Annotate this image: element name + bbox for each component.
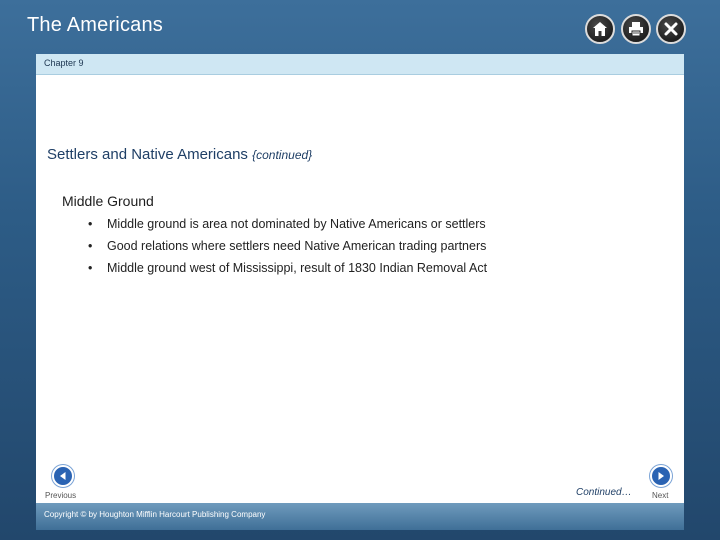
continued-label: Continued… [576, 487, 632, 498]
slide-title-text: Settlers and Native Americans [47, 146, 248, 163]
slide-title [47, 146, 312, 163]
close-button[interactable] [656, 14, 686, 44]
close-icon [662, 20, 680, 38]
bullet-icon: • [88, 239, 93, 253]
printer-icon [627, 20, 645, 38]
slide-title-continued: {continued} [252, 148, 313, 162]
bullet-item [88, 257, 487, 279]
bullet-list [88, 213, 487, 279]
home-button[interactable] [585, 14, 615, 44]
bullet-text: Middle ground is area not dominated by Native Americans or settlers [107, 217, 486, 231]
previous-label[interactable]: Previous [45, 491, 77, 500]
footer-bar [36, 503, 684, 530]
bullet-text: Good relations where settlers need Native American trading partners [107, 239, 487, 253]
app-title: The Americans [27, 14, 163, 36]
next-label[interactable]: Next [652, 491, 669, 500]
slide-content [36, 75, 684, 503]
bullet-item [88, 213, 487, 235]
print-button[interactable] [621, 14, 651, 44]
chapter-label: Chapter 9 [44, 58, 84, 68]
copyright-text: Copyright © by Houghton Mifflin Harcourt Publishing Company [44, 510, 266, 519]
bullet-text: Middle ground west of Mississippi, result of 1830 Indian Removal Act [107, 261, 488, 275]
next-button[interactable] [650, 465, 672, 487]
previous-button[interactable] [52, 465, 74, 487]
home-icon [591, 20, 609, 38]
arrow-right-icon [656, 471, 666, 481]
arrow-left-icon [58, 471, 68, 481]
bullet-icon: • [88, 261, 93, 275]
chapter-bar [36, 54, 684, 75]
bullet-item [88, 235, 487, 257]
bullet-icon: • [88, 217, 93, 231]
section-heading: Middle Ground [62, 193, 154, 209]
